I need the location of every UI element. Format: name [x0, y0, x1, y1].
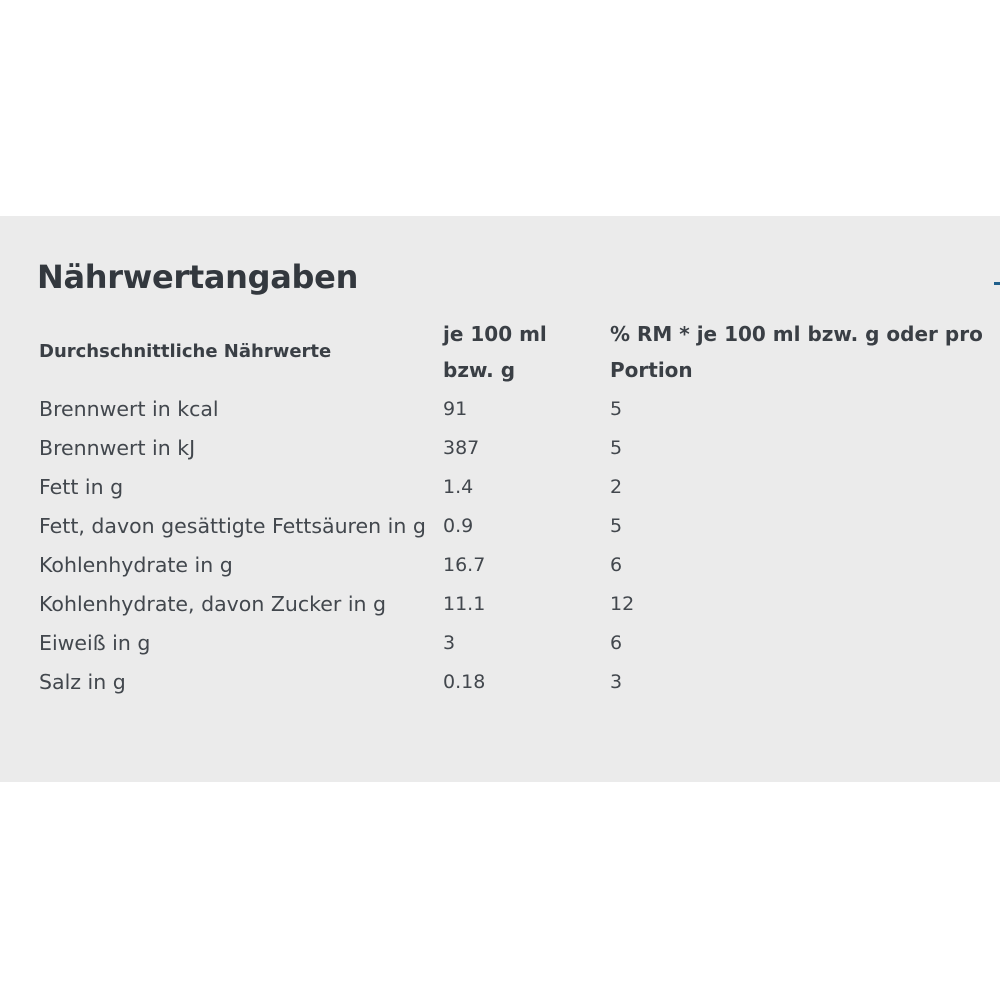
table-row	[37, 429, 1000, 468]
nutrient-name: Eiweiß in g	[39, 631, 151, 655]
rm-value: 5	[610, 437, 623, 459]
section-title: Nährwertangaben	[37, 258, 359, 296]
rm-value: 6	[610, 632, 623, 654]
per-100-value: 387	[443, 437, 480, 459]
nutrient-name: Fett in g	[39, 475, 124, 499]
table-row	[37, 390, 1000, 429]
rm-value: 6	[610, 554, 623, 576]
nutrient-name: Kohlenhydrate in g	[39, 553, 233, 577]
table-header-row	[37, 314, 1000, 390]
rm-value: 5	[610, 398, 623, 420]
table-row	[37, 507, 1000, 546]
column-header-per-100: je 100 ml bzw. g	[443, 322, 547, 382]
table-row	[37, 546, 1000, 585]
nutrient-name: Brennwert in kcal	[39, 397, 219, 421]
per-100-value: 0.18	[443, 671, 486, 693]
table-row	[37, 663, 1000, 702]
column-header-nutrient: Durchschnittliche Nährwerte	[39, 341, 332, 362]
rm-value: 5	[610, 515, 623, 537]
nutrient-name: Salz in g	[39, 670, 126, 694]
rm-value: 12	[610, 593, 635, 615]
table-row	[37, 468, 1000, 507]
rm-value: 2	[610, 476, 623, 498]
per-100-value: 16.7	[443, 554, 486, 576]
nutrition-table	[37, 314, 1000, 702]
table-row	[37, 585, 1000, 624]
nutrient-name: Brennwert in kJ	[39, 436, 196, 460]
nutrient-name: Kohlenhydrate, davon Zucker in g	[39, 592, 387, 616]
rm-value: 3	[610, 671, 623, 693]
per-100-value: 11.1	[443, 593, 486, 615]
nutrient-name: Fett, davon gesättigte Fettsäuren in g	[39, 514, 426, 538]
per-100-value: 1.4	[443, 476, 474, 498]
per-100-value: 91	[443, 398, 468, 420]
table-row	[37, 624, 1000, 663]
column-header-rm: % RM * je 100 ml bzw. g oder pro Portion	[610, 322, 983, 382]
edge-marker	[994, 282, 1000, 285]
per-100-value: 3	[443, 632, 456, 654]
per-100-value: 0.9	[443, 515, 474, 537]
